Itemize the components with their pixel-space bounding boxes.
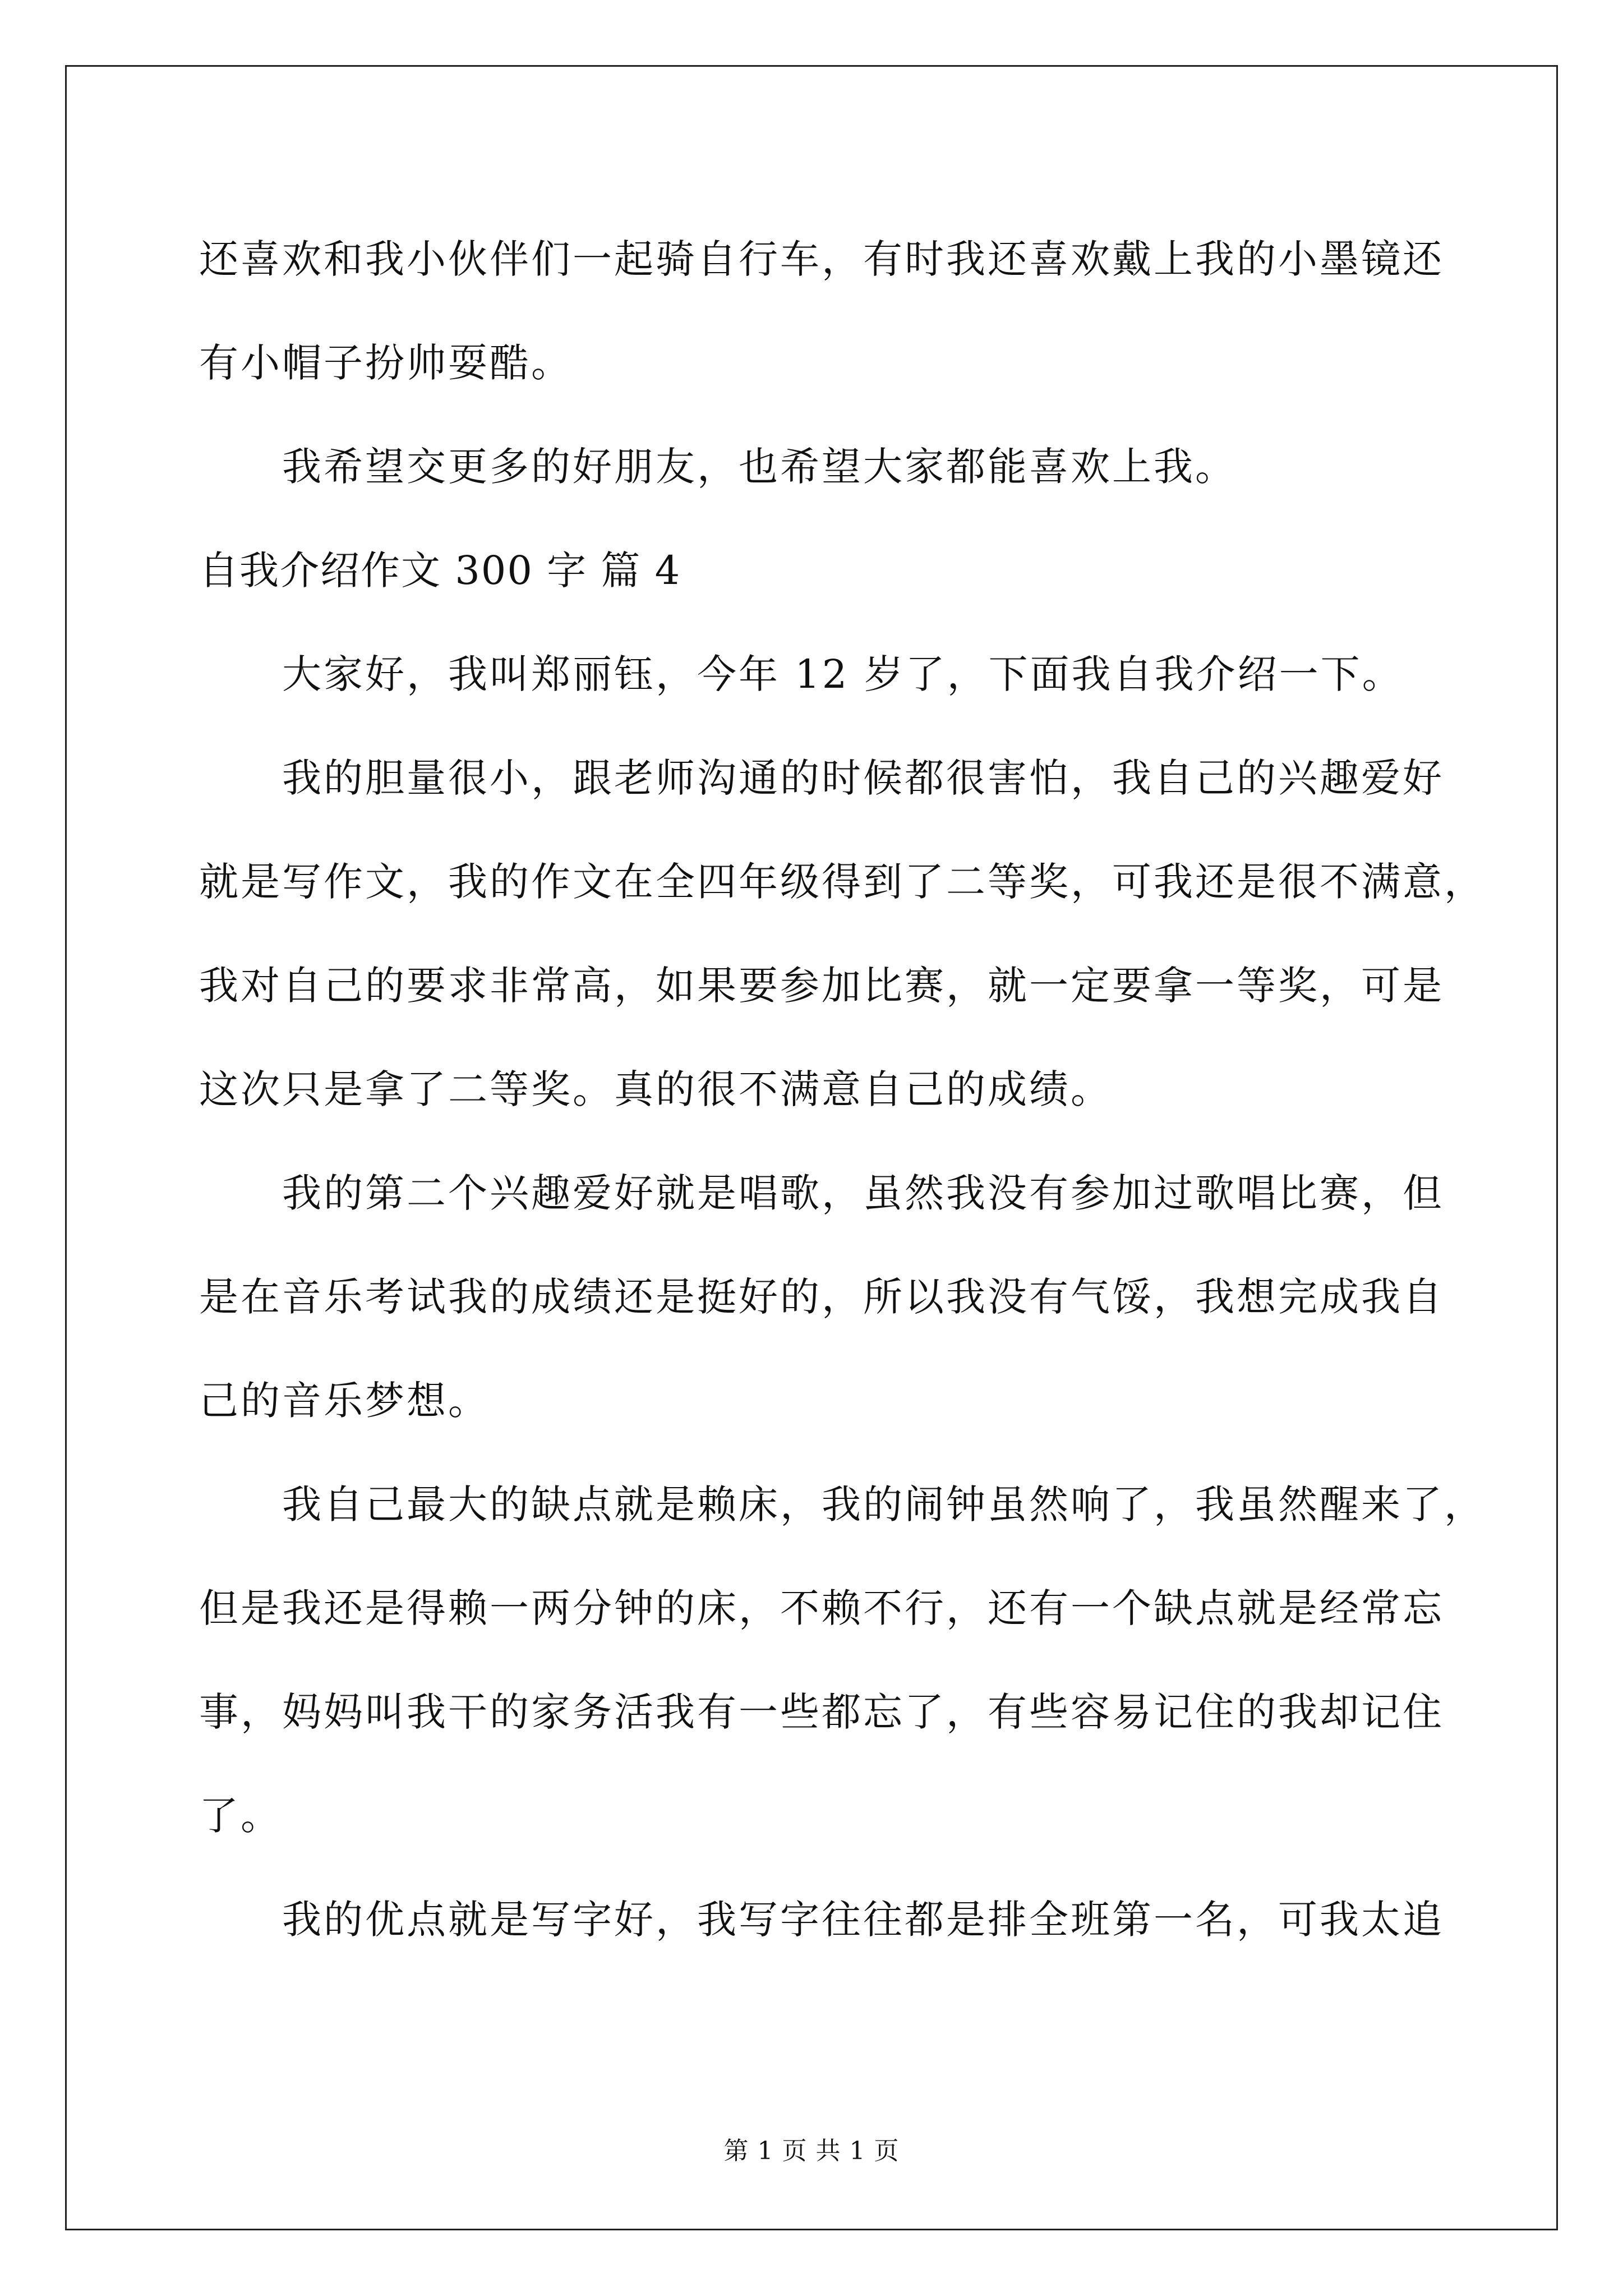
page-number-footer: 第 1 页 共 1 页 <box>723 2137 900 2165</box>
text-line-10: 我的第二个兴趣爱好就是唱歌，虽然我没有参加过歌唱比赛，但 <box>282 1170 1444 1216</box>
text-line-6: 我的胆量很小，跟老师沟通的时候都很害怕，我自己的兴趣爱好 <box>282 755 1444 801</box>
text-line-12: 己的音乐梦想。 <box>199 1378 490 1424</box>
text-line-14: 但是我还是得赖一两分钟的床，不赖不行，还有一个缺点就是经常忘 <box>199 1585 1444 1631</box>
text-line-7: 就是写作文，我的作文在全四年级得到了二等奖，可我还是很不满意， <box>199 859 1486 905</box>
text-line-9: 这次只是拿了二等奖。真的很不满意自己的成绩。 <box>199 1066 1112 1112</box>
text-line-8: 我对自己的要求非常高，如果要参加比赛，就一定要拿一等奖，可是 <box>199 963 1444 1009</box>
text-line-16: 了。 <box>199 1793 282 1839</box>
text-line-3: 我希望交更多的好朋友，也希望大家都能喜欢上我。 <box>282 444 1237 490</box>
section-heading: 自我介绍作文 300 字 篇 4 <box>199 547 681 593</box>
text-line-17: 我的优点就是写字好，我写字往往都是排全班第一名，可我太追 <box>282 1897 1444 1943</box>
text-line-2: 有小帽子扮帅耍酷。 <box>199 340 573 386</box>
text-line-5: 大家好，我叫郑丽钰，今年 12 岁了，下面我自我介绍一下。 <box>282 651 1404 697</box>
text-line-1: 还喜欢和我小伙伴们一起骑自行车，有时我还喜欢戴上我的小墨镜还 <box>199 236 1444 282</box>
document-body <box>199 208 1486 1972</box>
text-line-13: 我自己最大的缺点就是赖床，我的闹钟虽然响了，我虽然醒来了， <box>282 1481 1486 1527</box>
text-line-15: 事，妈妈叫我干的家务活我有一些都忘了，有些容易记住的我却记住 <box>199 1689 1444 1735</box>
text-line-11: 是在音乐考试我的成绩还是挺好的，所以我没有气馁，我想完成我自 <box>199 1274 1444 1320</box>
